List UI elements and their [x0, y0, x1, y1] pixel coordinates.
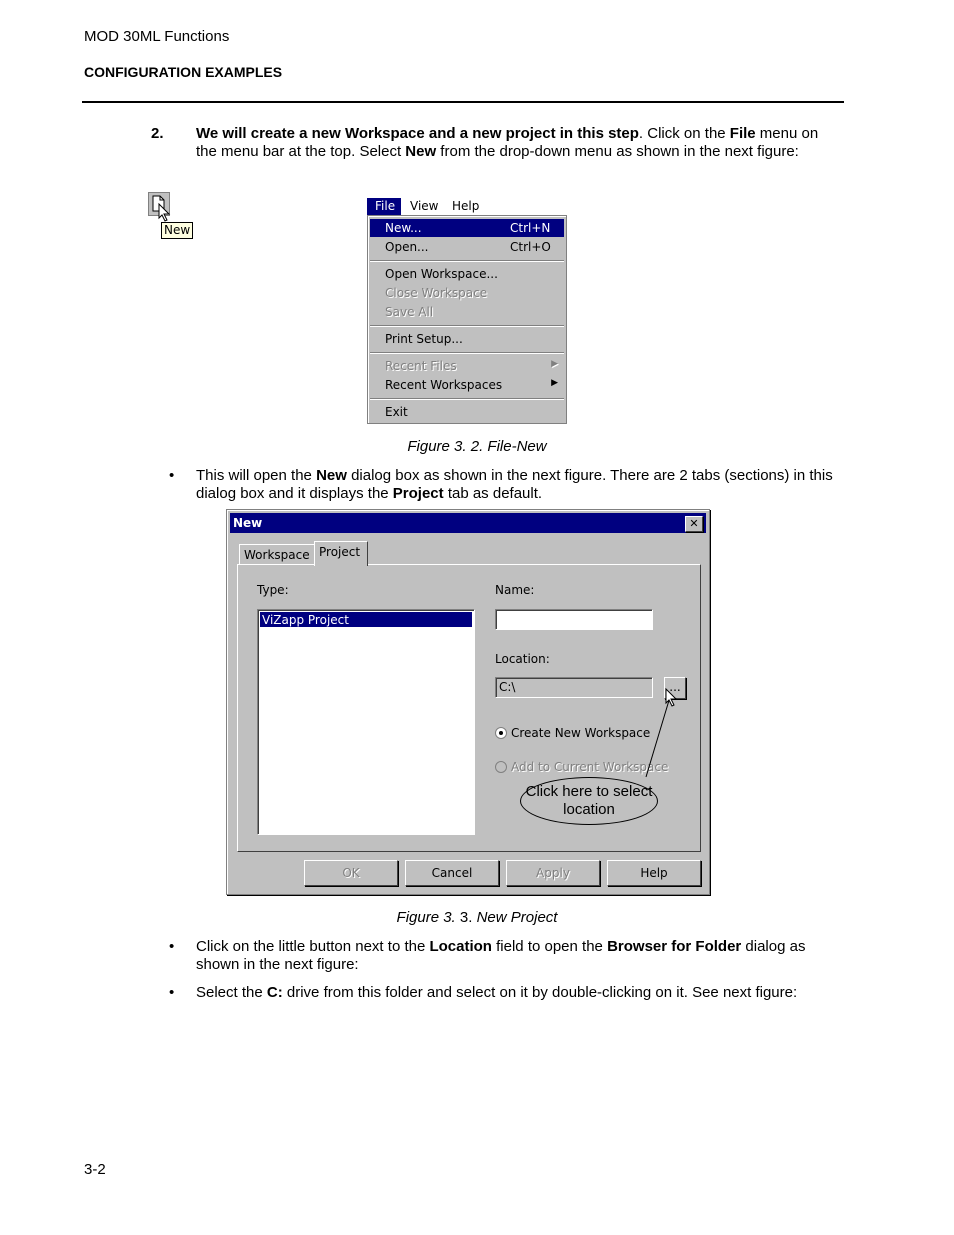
step-bold-intro: We will create a new Workspace and a new project in this step: [196, 125, 639, 142]
list-item-vizapp-project[interactable]: [260, 612, 472, 627]
menu-bar: [367, 198, 567, 216]
bullet1-text-e: tab as default.: [443, 485, 543, 502]
location-field-value: C:\: [499, 680, 516, 694]
figure-caption-file-new: [0, 438, 954, 455]
menu-item-new-shortcut: Ctrl+N: [510, 221, 551, 235]
caption2-prefix: Figure 3.: [396, 909, 456, 926]
type-label: Type:: [257, 583, 289, 597]
name-field[interactable]: [495, 609, 653, 630]
bullet2-paragraph: [196, 938, 836, 974]
file-dropdown-menu: [367, 215, 567, 424]
project-type-list[interactable]: [257, 609, 475, 835]
new-dialog: [226, 509, 710, 895]
dialog-title: New: [233, 516, 263, 530]
bullet1-text-c: dialog box as shown in the next figure. There are 2 tabs (sections) in this dialog box and it displays the: [196, 467, 833, 502]
step-text-c: from the drop-down menu as shown in the next figure:: [436, 143, 799, 160]
name-label: Name:: [495, 583, 535, 597]
bullet3-text-a: Select the: [196, 984, 267, 1001]
menu-item-exit[interactable]: [370, 403, 564, 421]
ok-button: OK: [304, 860, 398, 886]
create-workspace-radio[interactable]: [495, 727, 507, 739]
menu-separator: [370, 398, 564, 400]
bullet2-text-a: Click on the little button next to the: [196, 938, 430, 955]
bullet2-bold-location: Location: [429, 938, 492, 955]
bullet1-bold-new: New: [316, 467, 347, 484]
menu-separator: [370, 260, 564, 262]
header-rule: [82, 101, 844, 103]
tab-project[interactable]: [314, 541, 368, 566]
menu-item-recent-workspaces[interactable]: [370, 376, 564, 394]
menu-item-new[interactable]: [370, 219, 564, 237]
mouse-cursor-icon: [665, 688, 679, 708]
cancel-button[interactable]: Cancel: [405, 860, 499, 886]
submenu-arrow-icon: ▶: [551, 359, 558, 369]
menu-item-open-workspace[interactable]: [370, 265, 564, 283]
bullet3-paragraph: [196, 984, 836, 1002]
menu-item-open-shortcut: Ctrl+O: [510, 240, 551, 254]
create-workspace-label: Create New Workspace: [511, 726, 651, 740]
step-bold-file: File: [729, 125, 756, 142]
bullet1-text-a: This will open the: [196, 467, 317, 484]
menu-item-close-workspace-label: Close Workspace: [385, 286, 488, 300]
menu-item-recent-files-label: Recent Files: [385, 359, 457, 373]
dialog-titlebar: [230, 513, 706, 533]
location-label: Location:: [495, 652, 550, 666]
menu-item-print-setup-label: Print Setup...: [385, 332, 463, 346]
bullet-icon: •: [169, 467, 175, 484]
bullet1-paragraph: [196, 467, 836, 503]
bullet3-text-c: drive from this folder and select on it by double-clicking on it. See next figure:: [282, 984, 798, 1001]
menu-item-recent-workspaces-label: Recent Workspaces: [385, 378, 503, 392]
menu-item-new-label: New...: [385, 221, 422, 235]
step-bold-new: New: [405, 143, 437, 160]
menu-item-open-label: Open...: [385, 240, 429, 254]
mouse-cursor-icon: [158, 203, 172, 223]
tooltip-new: New: [161, 222, 193, 239]
browse-location-button[interactable]: ...: [664, 677, 686, 699]
menu-item-recent-files: [370, 357, 564, 375]
menu-help[interactable]: Help: [452, 199, 480, 213]
tab-project-label: Project: [319, 545, 361, 559]
menu-item-print-setup[interactable]: [370, 330, 564, 348]
apply-button: Apply: [506, 860, 600, 886]
menu-item-save-all: [370, 303, 564, 321]
add-to-workspace-label: Add to Current Workspace: [511, 760, 669, 774]
bullet1-bold-project: Project: [392, 485, 444, 502]
menu-view[interactable]: View: [410, 199, 439, 213]
step-paragraph: [196, 125, 836, 161]
menu-separator: [370, 352, 564, 354]
menu-separator: [370, 325, 564, 327]
tab-workspace[interactable]: [239, 544, 315, 565]
list-item-label: ViZapp Project: [262, 613, 349, 627]
section-title: CONFIGURATION EXAMPLES: [84, 64, 283, 80]
menu-file[interactable]: [367, 198, 401, 216]
bullet2-text-c: field to open the: [491, 938, 608, 955]
step-text-b: menu on the menu bar at the top. Select: [196, 125, 819, 160]
module-title: MOD 30ML Functions: [84, 28, 230, 45]
menu-item-open-workspace-label: Open Workspace...: [385, 267, 498, 281]
help-button[interactable]: Help: [607, 860, 701, 886]
page-number: 3-2: [84, 1161, 106, 1178]
caption1-prefix: Figure 3.: [407, 438, 467, 455]
menu-file-label: File: [375, 199, 396, 213]
caption2-mid: 3.: [455, 909, 477, 926]
bullet-icon: •: [169, 984, 175, 1001]
close-icon[interactable]: ✕: [685, 516, 703, 532]
callout-click-here: Click here to select location: [520, 777, 658, 825]
location-field[interactable]: [495, 677, 653, 698]
menu-item-open[interactable]: [370, 238, 564, 256]
callout-pointer: [632, 685, 692, 785]
menu-item-save-all-label: Save All: [385, 305, 434, 319]
bullet3-bold-c: C:: [266, 984, 283, 1001]
bullet2-bold-browser: Browser for Folder: [607, 938, 742, 955]
step-text-a: . Click on the: [638, 125, 730, 142]
bullet2-text-e: dialog as shown in the next figure:: [196, 938, 806, 973]
caption1-suffix: 2. File-New: [466, 438, 547, 455]
caption2-suffix: New Project: [476, 909, 558, 926]
add-to-workspace-radio: [495, 761, 507, 773]
menu-item-close-workspace: [370, 284, 564, 302]
menu-item-exit-label: Exit: [385, 405, 408, 419]
step-number: 2.: [151, 125, 164, 142]
tab-workspace-label: Workspace: [244, 548, 310, 562]
figure-caption-new-project: [0, 909, 954, 926]
bullet-icon: •: [169, 938, 175, 955]
submenu-arrow-icon: ▶: [551, 378, 558, 388]
